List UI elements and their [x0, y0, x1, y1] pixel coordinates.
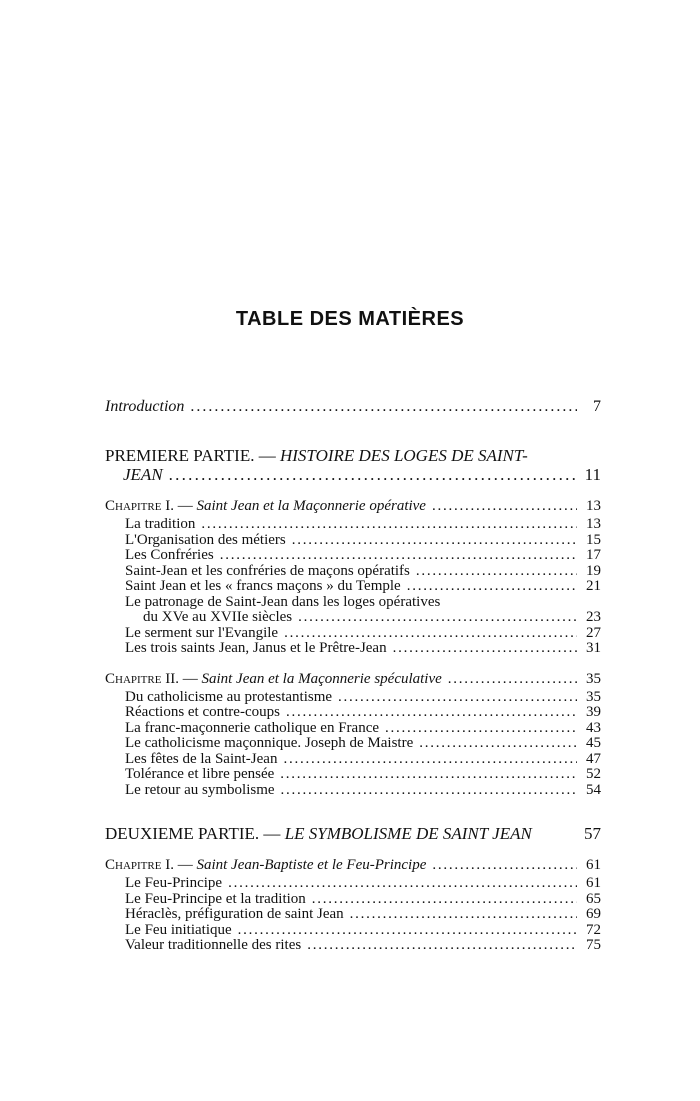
toc-entry-label: La tradition	[125, 516, 196, 532]
toc-section-entry	[105, 626, 601, 642]
chapter-label: Chapitre I. —	[105, 498, 193, 514]
part-heading-2	[105, 824, 601, 843]
toc-entry-label: Le serment sur l'Evangile	[125, 624, 279, 641]
leader-dots	[281, 783, 577, 799]
toc-entry-label: Les trois saints Jean, Janus et le Prêtre-Jean	[125, 640, 387, 656]
leader-dots	[284, 626, 577, 642]
toc-page-number: 61	[586, 875, 601, 891]
chapter-label: Chapitre I. —	[105, 857, 193, 873]
leader-dots	[190, 398, 577, 416]
toc-section-entry	[105, 938, 601, 954]
toc-page-number: 13	[586, 516, 601, 532]
toc-section-entry	[105, 892, 601, 908]
toc-page-number: 39	[586, 704, 601, 720]
leader-dots	[393, 641, 577, 657]
toc-entry-label: Le catholicisme maçonnique. Joseph de Maistre	[125, 735, 414, 751]
toc-entry-label: Le patronage de Saint-Jean dans les loges opératives	[125, 593, 441, 610]
toc-page-number: 54	[586, 781, 601, 798]
leader-dots	[385, 721, 577, 737]
leader-dots	[350, 907, 577, 923]
page-title: TABLE DES MATIÈRES	[235, 308, 465, 330]
chapter-heading	[105, 857, 601, 876]
toc-section-entry	[105, 736, 601, 752]
leader-dots	[238, 923, 577, 939]
toc-page-number: 61	[586, 857, 601, 873]
leader-dots	[416, 564, 577, 580]
toc-entry-label: Introduction	[105, 398, 185, 415]
toc-page-number: 21	[586, 578, 601, 594]
toc-entry-label: Valeur traditionnelle des rites	[125, 937, 302, 953]
toc-entry-label: L'Organisation des métiers	[125, 531, 286, 548]
toc-section-entry	[105, 752, 601, 768]
toc-page-number: 7	[593, 398, 601, 415]
chapter-title: Saint Jean et la Maçonnerie opérative	[196, 498, 426, 514]
toc-page-number: 43	[586, 719, 601, 736]
section-list	[105, 876, 601, 954]
toc-entry-label: Le Feu initiatique	[125, 921, 232, 938]
part-label: DEUXIEME PARTIE. —	[105, 824, 281, 843]
leader-dots	[220, 548, 577, 564]
toc-section-entry	[105, 783, 601, 799]
toc-page-number: 23	[586, 609, 601, 625]
part-title-cont: JEAN	[123, 465, 163, 484]
toc-entry-label: Héraclès, préfiguration de saint Jean	[125, 906, 344, 922]
toc-page-number: 69	[586, 906, 601, 922]
leader-dots	[201, 517, 577, 533]
toc-page-number: 75	[586, 937, 601, 953]
toc-section-entry	[105, 907, 601, 923]
toc-page-number: 13	[586, 498, 601, 514]
toc-section-entry	[105, 517, 601, 533]
toc-page-number: 35	[586, 688, 601, 705]
leader-dots	[312, 892, 577, 908]
toc-page-number: 11	[584, 465, 601, 484]
leader-dots	[292, 533, 577, 549]
part-title: HISTOIRE DES LOGES DE SAINT-	[279, 446, 528, 465]
leader-dots	[169, 465, 577, 484]
leader-dots	[432, 498, 577, 515]
toc-section-entry	[105, 690, 601, 706]
toc-page-number: 31	[586, 640, 601, 656]
toc-section-entry	[105, 548, 601, 564]
leader-dots	[298, 610, 577, 626]
part-heading-1	[105, 446, 601, 484]
toc-section-entry	[105, 767, 601, 783]
table-of-contents	[105, 398, 601, 954]
toc-entry-label: Les fêtes de la Saint-Jean	[125, 750, 278, 767]
toc-section-entry	[105, 610, 601, 626]
toc-entry-label: Du catholicisme au protestantisme	[125, 688, 333, 705]
leader-dots	[419, 736, 577, 752]
toc-section-entry	[105, 721, 601, 737]
toc-page-number: 47	[586, 750, 601, 767]
leader-dots	[307, 938, 577, 954]
leader-dots	[338, 690, 577, 706]
toc-entry-label: Le Feu-Principe	[125, 875, 223, 891]
toc-section-entry	[105, 579, 601, 595]
toc-section-entry	[105, 641, 601, 657]
chapter-title: Saint Jean et la Maçonnerie spéculative	[201, 670, 442, 687]
toc-page-number: 52	[586, 766, 601, 782]
toc-entry-label: du XVe au XVIIe siècles	[143, 609, 293, 625]
chapter-title: Saint Jean-Baptiste et le Feu-Principe	[196, 857, 427, 873]
toc-section-entry	[105, 564, 601, 580]
chapter-heading	[105, 498, 601, 517]
toc-entry-label: Les Confréries	[125, 547, 214, 563]
chapter-heading	[105, 671, 601, 690]
chapter-label: Chapitre II. —	[105, 670, 198, 687]
toc-page-number: 27	[586, 624, 601, 641]
toc-entry-label: Saint-Jean et les confréries de maçons opératifs	[125, 562, 410, 579]
toc-section-entry	[105, 705, 601, 721]
toc-page-number: 65	[586, 890, 601, 907]
toc-entry-label: Le Feu-Principe et la tradition	[125, 890, 306, 907]
toc-page-number: 19	[586, 562, 601, 579]
toc-entry-label: Tolérance et libre pensée	[125, 766, 275, 782]
toc-page-number: 35	[586, 670, 601, 687]
leader-dots	[280, 767, 577, 783]
leader-dots	[407, 579, 577, 595]
section-list	[105, 690, 601, 799]
toc-page-number: 45	[586, 735, 601, 751]
toc-section-entry	[105, 876, 601, 892]
leader-dots	[448, 671, 577, 688]
leader-dots	[283, 752, 577, 768]
toc-entry-label: La franc-maçonnerie catholique en France	[125, 719, 380, 736]
toc-entry-label: Réactions et contre-coups	[125, 704, 280, 720]
toc-entry-introduction	[105, 398, 601, 420]
leader-dots	[228, 876, 577, 892]
toc-page-number: 15	[586, 531, 601, 548]
section-list	[105, 517, 601, 657]
toc-section-entry	[105, 595, 601, 611]
part-label: PREMIERE PARTIE. —	[105, 446, 276, 465]
toc-section-entry	[105, 533, 601, 549]
toc-entry-label: Saint Jean et les « francs maçons » du Temple	[125, 578, 401, 594]
toc-section-entry	[105, 923, 601, 939]
toc-entry-label: Le retour au symbolisme	[125, 781, 275, 798]
toc-page-number: 17	[586, 547, 601, 563]
toc-page-number: 72	[586, 921, 601, 938]
leader-dots	[432, 857, 577, 874]
toc-page-number: 57	[584, 824, 601, 843]
part-title: LE SYMBOLISME DE SAINT JEAN	[284, 824, 532, 843]
leader-dots	[286, 705, 577, 721]
